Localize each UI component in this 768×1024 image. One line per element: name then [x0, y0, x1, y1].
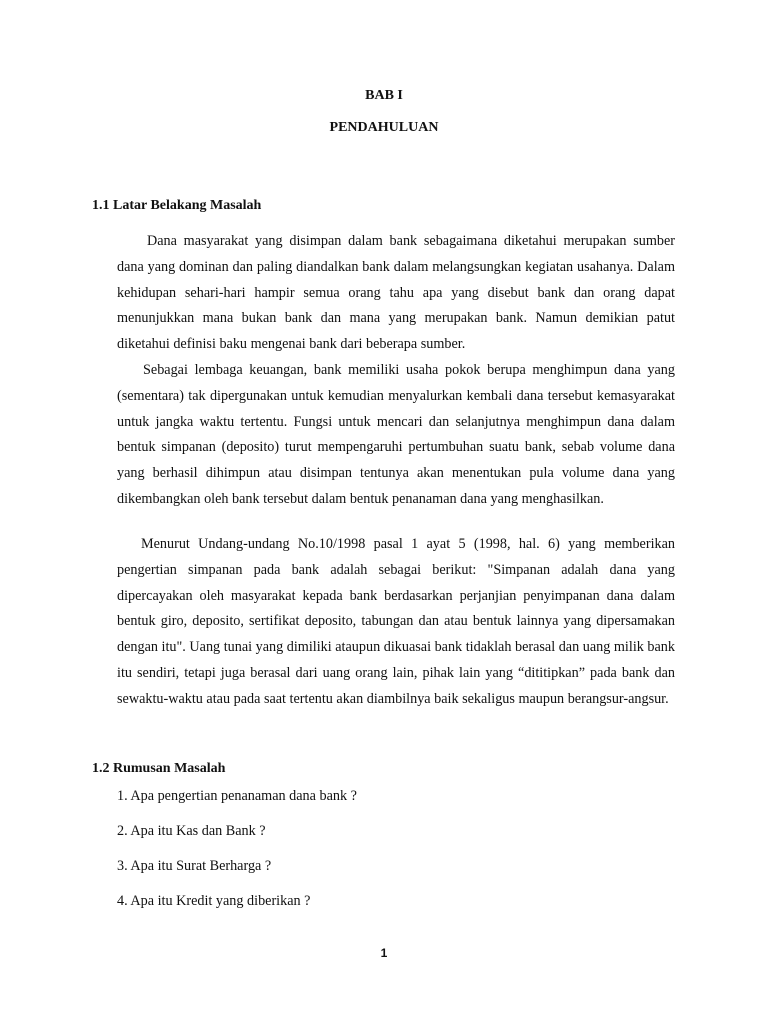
chapter-label: BAB I: [365, 88, 403, 103]
list-item: 3. Apa itu Surat Berharga ?: [117, 858, 272, 874]
section-heading-background: 1.1 Latar Belakang Masalah: [92, 198, 262, 213]
section-heading-problem-formulation: 1.2 Rumusan Masalah: [92, 761, 226, 776]
list-item: 2. Apa itu Kas dan Bank ?: [117, 823, 266, 839]
paragraph-3: Menurut Undang-undang No.10/1998 pasal 1 ayat 5 (1998, hal. 6) yang memberikan pengertian simpanan pada bank adalah sebagai berikut: "Simpanan adalah dana yang dipercayakan oleh masyarakat kepada bank berdasarkan perjanjian penyimpanan dana dalam bentuk giro, deposito, sertifikat deposito, tabungan dan atau bentuk lainnya yang dipersamakan dengan itu". Uang tunai yang dimiliki ataupun dikuasai bank tidaklah berasal dan uang milik bank itu sendiri, tetapi juga berasal dari uang orang lain, pihak lain yang “dititipkan” pada bank dan sewaktu-waktu atau pada saat tertentu akan diambilnya baik sekaligus maupun berangsur-angsur.: [117, 536, 675, 707]
page-number: 1: [380, 946, 388, 960]
list-item: 4. Apa itu Kredit yang diberikan ?: [117, 893, 311, 909]
list-item: 1. Apa pengertian penanaman dana bank ?: [117, 788, 357, 804]
question-list: [117, 784, 357, 924]
paragraph-1: Dana masyarakat yang disimpan dalam bank sebagaimana diketahui merupakan sumber dana yang dominan dan paling diandalkan bank dalam melangsungkan kegiatan usahanya. Dalam kehidupan sehari-hari hampir semua orang tahu apa yang disebut bank dan orang dapat menunjukkan mana bukan bank dan mana yang merupakan bank. Namun demikian patut diketahui definisi baku mengenai bank dari beberapa sumber.: [117, 233, 675, 353]
chapter-title: PENDAHULUAN: [329, 120, 439, 135]
paragraph-2: Sebagai lembaga keuangan, bank memiliki usaha pokok berupa menghimpun dana yang (sementara) tak dipergunakan untuk kemudian menyalurkan kembali dana tersebut kemasyarakat untuk jangka waktu tertentu. Fungsi untuk mencari dan selanjutnya menghimpun dana dalam bentuk simpanan (deposito) turut mempengaruhi pertumbuhan suatu bank, sebab volume dana yang berhasil dihimpun atau disimpan tentunya akan menentukan pula volume dana yang dikembangkan oleh bank tersebut dalam bentuk penanaman dana yang menghasilkan.: [117, 362, 675, 507]
